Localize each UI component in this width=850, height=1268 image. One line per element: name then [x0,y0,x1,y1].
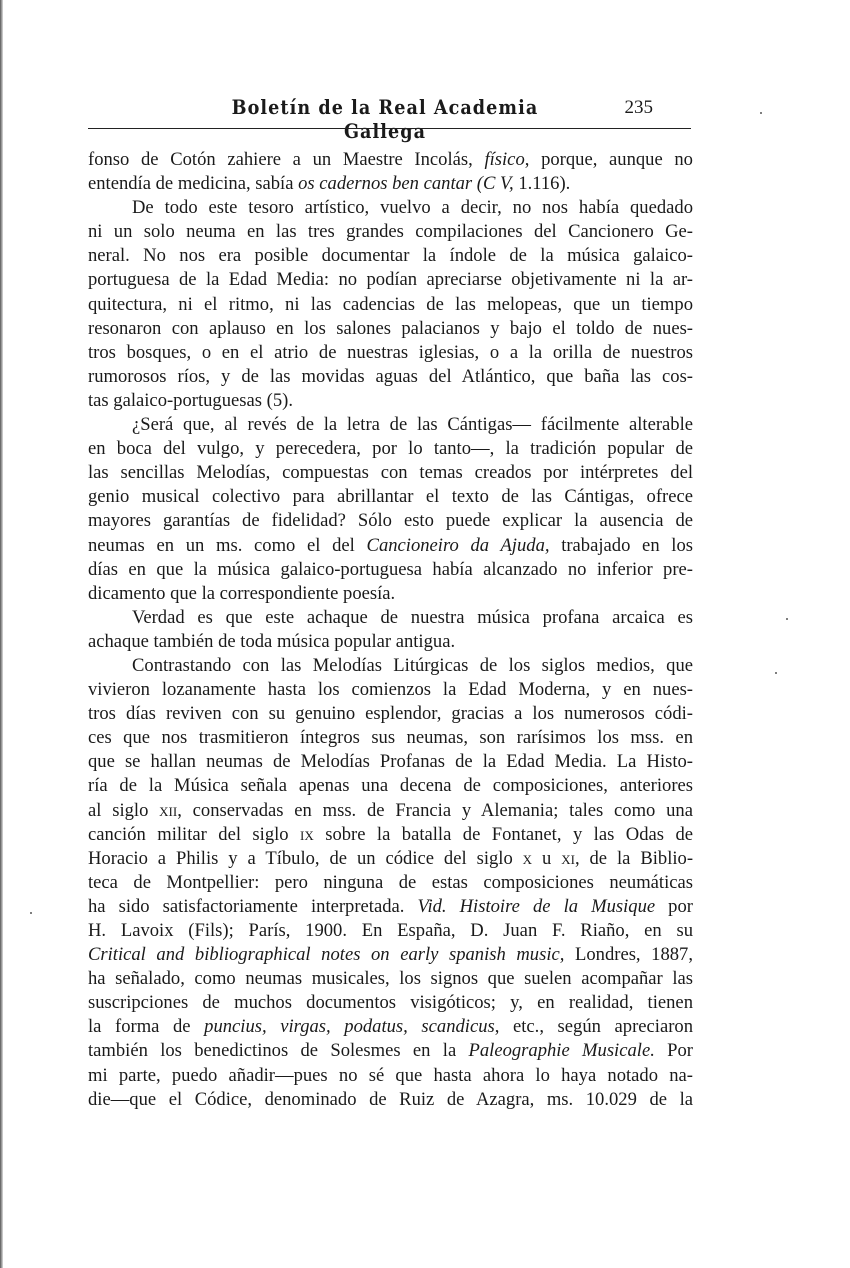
text-run: tros bosques, o en el atrio de nuestras iglesias, o a la orilla de nuestros [88,341,693,363]
text-line [88,582,693,606]
header-rule [88,128,691,129]
text-line [88,461,693,485]
text-run: las sencillas Melodías, compuestas con temas creados por intérpretes del [88,462,693,484]
text-run: suscripciones de muchos documentos visigóticos; y, en realidad, tienen [88,992,693,1014]
scan-speck [775,672,777,674]
text-run: die—que el Códice, denominado de Ruiz de Azagra, ms. 10.029 de la [88,1088,693,1110]
text-line [88,606,693,630]
italic-text: puncius, virgas, podatus, scandicus [204,1016,495,1038]
text-line [88,847,693,871]
page-number: 235 [624,97,653,118]
text-line [88,172,693,196]
text-line [88,1064,693,1088]
text-run: portuguesa de la Edad Media: no podían apreciarse objetivamente ni la ar- [88,269,693,291]
text-run: , conservadas en mss. de Francia y Alemania; tales como una [177,799,693,821]
text-line [88,268,693,292]
text-run: ¿Será que, al revés de la letra de las Cántigas— fácilmente alterable [132,414,693,436]
text-run: ha señalado, como neumas musicales, los signos que suelen acompañar las [88,968,693,990]
text-line [88,1088,693,1112]
scan-binding-edge [0,0,3,1268]
text-run: , etc., según apreciaron [494,1016,693,1038]
text-run: al siglo [88,799,160,821]
text-run: quitectura, ni el ritmo, ni las cadencias de las melopeas, que un tiempo [88,293,693,315]
scan-speck [786,618,788,620]
text-run: De todo este tesoro artístico, vuelvo a decir, no nos había quedado [132,197,693,219]
text-run: también los benedictinos de Solesmes en la [88,1040,469,1062]
text-run: neral. No nos era posible documentar la índole de la música galaico- [88,245,693,267]
text-run: ha sido satisfactoriamente interpretada. [88,895,418,917]
text-run: genio musical colectivo para abrillantar el texto de las Cántigas, ofrece [88,486,693,508]
text-run: Por [654,1040,694,1062]
text-line [88,702,693,726]
text-line [88,654,693,678]
text-line [88,630,693,654]
text-run: Verdad es que este achaque de nuestra música profana arcaica es [132,606,693,628]
text-line [88,774,693,798]
text-line [88,341,693,365]
text-run: entendía de medicina, sabía [88,173,299,195]
text-line [88,196,693,220]
text-line [88,895,693,919]
text-run: tas galaico-portuguesas (5). [88,389,293,411]
text-line [88,365,693,389]
text-line [88,534,693,558]
text-run: u [532,847,562,869]
text-run: neumas en un ms. como el del [88,534,367,556]
text-run: sobre la batalla de Fontanet, y las Odas de [313,823,693,845]
text-line [88,1015,693,1039]
text-run: resonaron con aplauso en los salones palacianos y bajo el toldo de nues- [88,317,693,339]
text-run: que se hallan neumas de Melodías Profanas de la Edad Media. La Histo- [88,751,693,773]
text-line [88,389,693,413]
text-run: la forma de [88,1016,205,1038]
text-run: mayores garantías de fidelidad? Sólo esto puede explicar la ausencia de [88,510,693,532]
text-run: canción militar del siglo [88,823,301,845]
italic-text: Paleographie Musicale. [468,1040,655,1062]
text-line [88,1039,693,1063]
small-caps-text: xii [159,799,178,821]
text-line [88,317,693,341]
scan-speck [760,112,762,114]
text-run: dicamento que la correspondiente poesía. [88,582,396,604]
text-line [88,991,693,1015]
text-line [88,437,693,461]
text-run: 1.116). [513,173,571,195]
text-run: Londres, 1887, [564,944,694,966]
text-run: , de la Biblio- [574,847,694,869]
text-line [88,220,693,244]
text-run: días en que la música galaico-portuguesa había alcanzado no inferior pre- [88,558,693,580]
small-caps-text: ix [300,823,314,845]
small-caps-text: xi [561,847,575,869]
text-line [88,509,693,533]
italic-text: Critical and bibliographical notes on early spanish music, [88,944,565,966]
text-line [88,678,693,702]
text-line [88,148,693,172]
text-line [88,967,693,991]
text-line [88,485,693,509]
text-run: trabajado en los [549,534,693,556]
italic-text: físico [484,149,525,170]
text-run: , porque, aunque no [524,149,693,170]
body-text [88,148,693,1112]
text-run: mi parte, puedo añadir—pues no sé que hasta ahora lo haya notado na- [88,1064,693,1086]
text-line [88,413,693,437]
running-header [88,95,693,143]
small-caps-text: x [522,847,533,869]
italic-text: os cadernos ben cantar (C V, [298,173,514,195]
text-line [88,823,693,847]
text-run: Contrastando con las Melodías Litúrgicas de los siglos medios, que [132,654,693,676]
text-line [88,244,693,268]
text-run: H. Lavoix (Fils); París, 1900. En España, D. Juan F. Riaño, en su [88,920,693,941]
italic-text: Cancioneiro da Ajuda, [366,534,550,556]
italic-text: Vid. Histoire de la Musique [417,895,656,917]
text-run: tros días reviven con su genuino esplendor, gracias a los numerosos códi- [88,703,693,725]
scan-speck [30,912,32,914]
text-run: ni un solo neuma en las tres grandes compilaciones del Cancionero Ge- [88,221,693,243]
text-line [88,558,693,582]
text-run: achaque también de toda música popular antigua. [88,630,456,652]
text-line [88,919,693,943]
text-run: vivieron lozanamente hasta los comienzos la Edad Moderna, y en nues- [88,679,693,701]
running-title: Boletín de la Real Academia Gallega [231,95,539,143]
text-line [88,871,693,895]
text-line [88,799,693,823]
text-run: en boca del vulgo, y perecedera, por lo tanto—, la tradición popular de [88,438,693,460]
text-run: ces que nos trasmitieron íntegros sus neumas, son rarísimos los mss. en [88,727,693,749]
text-run: teca de Montpellier: pero ninguna de estas composiciones neumáticas [88,871,693,893]
text-run: ría de la Música señala apenas una decena de composiciones, anteriores [88,775,693,797]
text-run: Horacio a Philis y a Tíbulo, de un códice del siglo [88,847,523,869]
text-run: fonso de Cotón zahiere a un Maestre Incolás, [88,149,485,170]
text-line [88,293,693,317]
text-line [88,750,693,774]
text-run: rumorosos ríos, y de las movidas aguas del Atlántico, que baña las cos- [88,365,693,387]
text-line [88,943,693,967]
text-line [88,726,693,750]
text-run: por [655,895,693,917]
